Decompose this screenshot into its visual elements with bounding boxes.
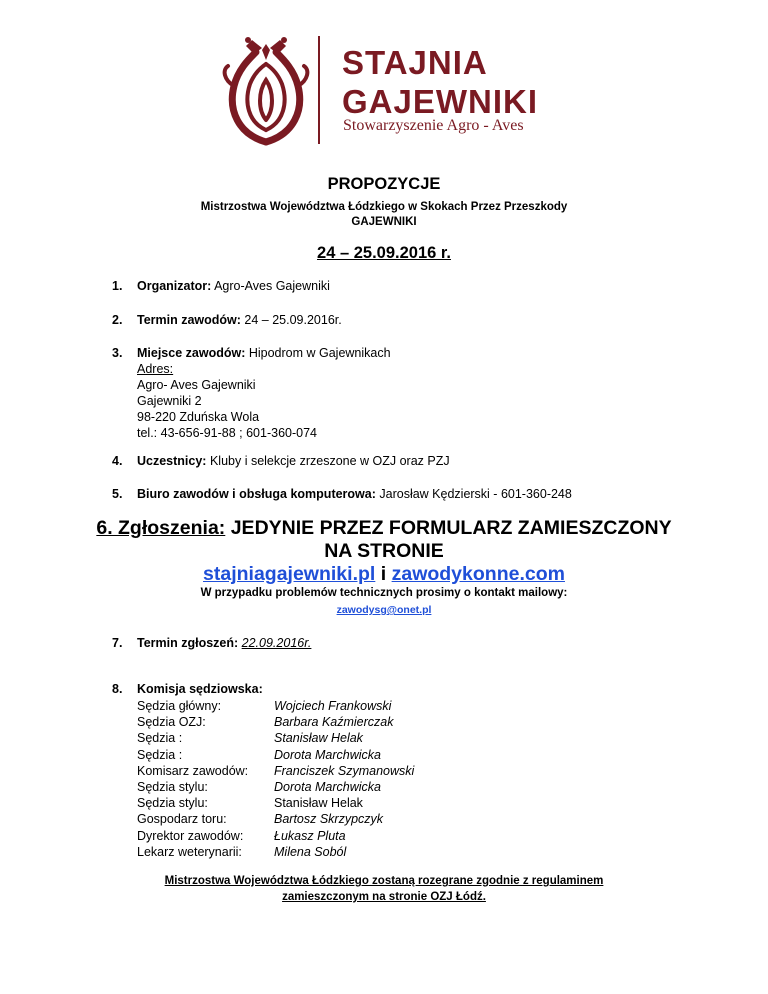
item-organizer: [137, 279, 330, 293]
judge-role: Sędzia stylu:: [137, 780, 208, 795]
deadline-value: 22.09.2016r.: [241, 636, 312, 650]
item-number-2: 2.: [112, 313, 123, 327]
item-label: Termin zgłoszeń:: [137, 636, 239, 650]
footer-line1: Mistrzostwa Województwa Łódzkiego zostaną rozegrane zgodnie z regulaminem: [164, 875, 604, 887]
item-value: 24 – 25.09.2016r.: [240, 313, 342, 327]
judge-name: Milena Soból: [274, 844, 347, 859]
judge-role: Gospodarz toru:: [137, 812, 227, 827]
address-block: [137, 361, 317, 441]
item-number-8: 8.: [112, 682, 123, 696]
judge-name: Łukasz Pluta: [274, 828, 346, 843]
judge-role: Dyrektor zawodów:: [137, 828, 244, 843]
logo-name-line1: STAJNIA: [342, 44, 488, 81]
logo-divider: [318, 36, 320, 144]
judge-role: Sędzia stylu:: [137, 796, 208, 811]
item-number-7: 7.: [112, 636, 123, 650]
item-value: Agro-Aves Gajewniki: [211, 279, 330, 293]
judge-role: Lekarz weterynarii:: [137, 844, 242, 859]
judge-name: Stanisław Helak: [274, 796, 363, 811]
judge-role: Sędzia :: [137, 731, 183, 746]
item-dates: [137, 313, 342, 327]
registration-connector: i: [375, 563, 392, 585]
logo-tagline: Stowarzyszenie Agro - Aves: [343, 117, 524, 134]
item-label: Biuro zawodów i obsługa komputerowa:: [137, 487, 376, 501]
judge-name: Stanisław Helak: [274, 731, 363, 746]
registration-label: 6. Zgłoszenia:: [96, 517, 226, 539]
judge-name: Bartosz Skrzypczyk: [274, 812, 384, 827]
judge-role: Komisarz zawodów:: [137, 763, 249, 778]
judge-name: Dorota Marchwicka: [274, 780, 381, 795]
judges-names: [274, 698, 414, 860]
item-number-5: 5.: [112, 487, 123, 501]
judges-roles: [137, 698, 248, 860]
item-number-4: 4.: [112, 454, 123, 468]
item-label: Termin zawodów:: [137, 313, 241, 327]
footer-note: [0, 873, 768, 905]
footer-line2: zamieszczonym na stronie OZJ Łódź.: [282, 891, 486, 903]
registration-note: W przypadku problemów technicznych prosimy o kontakt mailowy:: [200, 587, 568, 599]
address-line: Gajewniki 2: [137, 394, 202, 408]
page-title: PROPOZYCJE: [327, 175, 441, 193]
committee-label: Komisja sędziowska:: [137, 682, 263, 696]
address-heading: Adres:: [137, 362, 174, 376]
judge-name: Franciszek Szymanowski: [274, 763, 415, 778]
judge-role: Sędzia główny:: [137, 699, 222, 713]
item-deadline: [137, 636, 311, 650]
subtitle: [0, 200, 768, 230]
item-label: Uczestnicy:: [137, 454, 207, 468]
registration-heading: [0, 517, 768, 586]
judge-role: Sędzia :: [137, 747, 183, 762]
subtitle-line1: Mistrzostwa Województwa Łódzkiego w Skokach Przez Przeszkody: [200, 201, 568, 213]
item-office: [137, 487, 572, 501]
judge-name: Dorota Marchwicka: [274, 747, 381, 762]
subtitle-line2: GAJEWNIKI: [351, 216, 417, 228]
address-phone: tel.: 43-656-91-88 ; 601-360-074: [137, 426, 317, 440]
address-line: 98-220 Zduńska Wola: [137, 410, 260, 424]
event-date: 24 – 25.09.2016 r.: [317, 244, 451, 262]
email-link[interactable]: zawodysg@onet.pl: [336, 604, 432, 616]
item-number-3: 3.: [112, 346, 123, 360]
link-stajniagajewniki[interactable]: stajniagajewniki.pl: [203, 563, 376, 585]
item-label: Organizator:: [137, 279, 212, 293]
judge-name: Barbara Kaźmierczak: [274, 715, 394, 730]
item-venue: [137, 346, 391, 360]
item-value: Jarosław Kędzierski - 601-360-248: [375, 487, 572, 501]
registration-text2: NA STRONIE: [324, 540, 444, 562]
item-value: Hipodrom w Gajewnikach: [245, 346, 391, 360]
link-zawodykonne[interactable]: zawodykonne.com: [391, 563, 565, 585]
address-line: Agro- Aves Gajewniki: [137, 378, 256, 392]
registration-text1: JEDYNIE PRZEZ FORMULARZ ZAMIESZCZONY: [225, 517, 672, 539]
item-number-1: 1.: [112, 279, 123, 293]
item-value: Kluby i selekcje zrzeszone w OZJ oraz PZJ: [206, 454, 450, 468]
item-participants: [137, 454, 450, 468]
email-row: [0, 602, 768, 616]
logo-name-line2: GAJEWNIKI: [342, 83, 539, 120]
logo-tulip-icon: [218, 30, 314, 150]
judge-role: Sędzia OZJ:: [137, 715, 206, 730]
judge-name: Wojciech Frankowski: [274, 699, 392, 713]
item-label: Miejsce zawodów:: [137, 346, 246, 360]
